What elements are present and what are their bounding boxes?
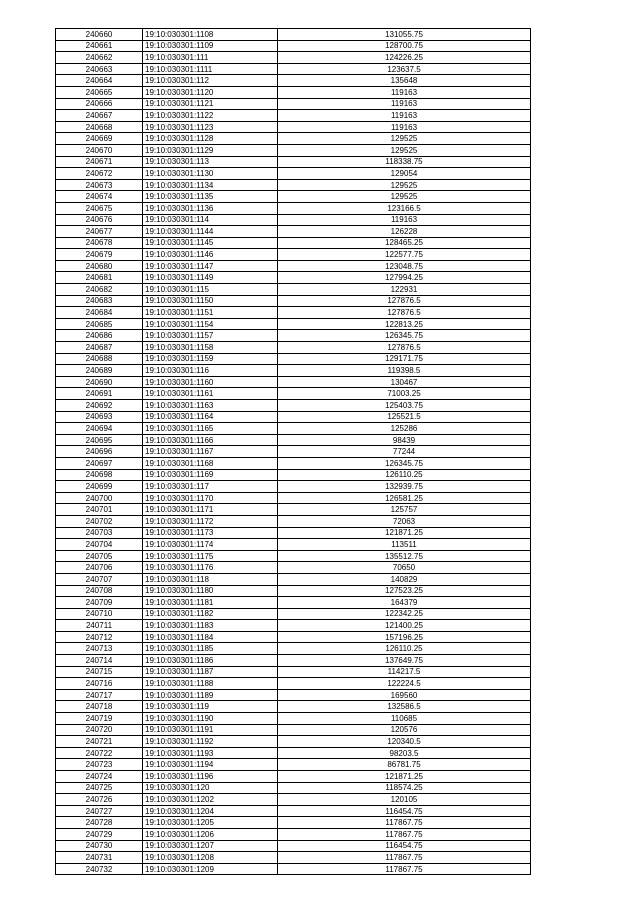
value-cell: 125521.5 [278, 411, 531, 423]
value-cell: 125403.75 [278, 400, 531, 412]
table-row [56, 643, 531, 655]
value-cell: 118338.75 [278, 156, 531, 168]
value-cell: 121871.25 [278, 527, 531, 539]
cadastral-number-cell: 19:10:030301:1207 [143, 840, 278, 852]
row-id-cell: 240723 [56, 759, 143, 771]
cadastral-number-cell: 19:10:030301:1128 [143, 133, 278, 145]
table-row [56, 527, 531, 539]
value-cell: 127876.5 [278, 342, 531, 354]
value-cell: 126345.75 [278, 457, 531, 469]
table-row [56, 504, 531, 516]
value-cell: 120576 [278, 724, 531, 736]
row-id-cell: 240674 [56, 191, 143, 203]
value-cell: 125757 [278, 504, 531, 516]
value-cell: 72063 [278, 515, 531, 527]
cadastral-number-cell: 19:10:030301:1134 [143, 179, 278, 191]
row-id-cell: 240673 [56, 179, 143, 191]
row-id-cell: 240663 [56, 63, 143, 75]
row-id-cell: 240729 [56, 828, 143, 840]
cadastral-number-cell: 19:10:030301:1206 [143, 828, 278, 840]
table-row [56, 724, 531, 736]
cadastral-number-cell: 19:10:030301:1202 [143, 794, 278, 806]
row-id-cell: 240684 [56, 307, 143, 319]
cadastral-number-cell: 19:10:030301:1171 [143, 504, 278, 516]
row-id-cell: 240672 [56, 168, 143, 180]
row-id-cell: 240675 [56, 202, 143, 214]
cadastral-number-cell: 19:10:030301:1185 [143, 643, 278, 655]
row-id-cell: 240698 [56, 469, 143, 481]
row-id-cell: 240668 [56, 121, 143, 133]
value-cell: 125286 [278, 423, 531, 435]
row-id-cell: 240725 [56, 782, 143, 794]
value-cell: 123048.75 [278, 260, 531, 272]
cadastral-number-cell: 19:10:030301:1188 [143, 678, 278, 690]
row-id-cell: 240697 [56, 457, 143, 469]
row-id-cell: 240716 [56, 678, 143, 690]
table-row [56, 226, 531, 238]
table-row [56, 805, 531, 817]
value-cell: 121400.25 [278, 620, 531, 632]
cadastral-number-cell: 19:10:030301:1174 [143, 539, 278, 551]
table-row [56, 272, 531, 284]
row-id-cell: 240706 [56, 562, 143, 574]
value-cell: 127876.5 [278, 307, 531, 319]
table-row [56, 365, 531, 377]
row-id-cell: 240705 [56, 550, 143, 562]
value-cell: 123166.5 [278, 202, 531, 214]
cadastral-number-cell: 19:10:030301:1135 [143, 191, 278, 203]
cadastral-number-cell: 19:10:030301:1163 [143, 400, 278, 412]
value-cell: 123637.5 [278, 63, 531, 75]
cadastral-number-cell: 19:10:030301:1196 [143, 771, 278, 783]
cadastral-number-cell: 19:10:030301:115 [143, 284, 278, 296]
cadastral-number-cell: 19:10:030301:1154 [143, 318, 278, 330]
cadastral-number-cell: 19:10:030301:1181 [143, 597, 278, 609]
value-cell: 140829 [278, 573, 531, 585]
table-row [56, 307, 531, 319]
table-row [56, 110, 531, 122]
value-cell: 129525 [278, 191, 531, 203]
row-id-cell: 240690 [56, 376, 143, 388]
cadastral-number-cell: 19:10:030301:1209 [143, 863, 278, 875]
value-cell: 113511 [278, 539, 531, 551]
table-row [56, 852, 531, 864]
cadastral-number-cell: 19:10:030301:1204 [143, 805, 278, 817]
table-body [56, 29, 531, 875]
cadastral-number-cell: 19:10:030301:1175 [143, 550, 278, 562]
value-cell: 120340.5 [278, 736, 531, 748]
row-id-cell: 240687 [56, 342, 143, 354]
value-cell: 128465.25 [278, 237, 531, 249]
table-row [56, 701, 531, 713]
table-row [56, 52, 531, 64]
value-cell: 98439 [278, 434, 531, 446]
value-cell: 119163 [278, 121, 531, 133]
cadastral-number-cell: 19:10:030301:1146 [143, 249, 278, 261]
cadastral-number-cell: 19:10:030301:1145 [143, 237, 278, 249]
row-id-cell: 240703 [56, 527, 143, 539]
table-row [56, 295, 531, 307]
row-id-cell: 240695 [56, 434, 143, 446]
cadastral-number-cell: 19:10:030301:1121 [143, 98, 278, 110]
table-row [56, 86, 531, 98]
table-row [56, 771, 531, 783]
value-cell: 135648 [278, 75, 531, 87]
row-id-cell: 240726 [56, 794, 143, 806]
table-row [56, 133, 531, 145]
table-row [56, 817, 531, 829]
table-row [56, 515, 531, 527]
cadastral-number-cell: 19:10:030301:1168 [143, 457, 278, 469]
table-row [56, 863, 531, 875]
cadastral-number-cell: 19:10:030301:1111 [143, 63, 278, 75]
table-row [56, 585, 531, 597]
table-row [56, 713, 531, 725]
value-cell: 157196.25 [278, 631, 531, 643]
row-id-cell: 240679 [56, 249, 143, 261]
cadastral-number-cell: 19:10:030301:1183 [143, 620, 278, 632]
cadastral-number-cell: 19:10:030301:1194 [143, 759, 278, 771]
row-id-cell: 240670 [56, 144, 143, 156]
value-cell: 129525 [278, 133, 531, 145]
table-row [56, 284, 531, 296]
value-cell: 116454.75 [278, 840, 531, 852]
row-id-cell: 240689 [56, 365, 143, 377]
value-cell: 122224.5 [278, 678, 531, 690]
cadastral-number-cell: 19:10:030301:1129 [143, 144, 278, 156]
table-row [56, 608, 531, 620]
value-cell: 77244 [278, 446, 531, 458]
value-cell: 137649.75 [278, 655, 531, 667]
cadastral-number-cell: 19:10:030301:1169 [143, 469, 278, 481]
cadastral-number-cell: 19:10:030301:1205 [143, 817, 278, 829]
row-id-cell: 240712 [56, 631, 143, 643]
cadastral-number-cell: 19:10:030301:1109 [143, 40, 278, 52]
value-cell: 129525 [278, 179, 531, 191]
row-id-cell: 240669 [56, 133, 143, 145]
row-id-cell: 240717 [56, 689, 143, 701]
cadastral-number-cell: 19:10:030301:1167 [143, 446, 278, 458]
row-id-cell: 240671 [56, 156, 143, 168]
value-cell: 127994.25 [278, 272, 531, 284]
value-cell: 119398.5 [278, 365, 531, 377]
cadastral-number-cell: 19:10:030301:1136 [143, 202, 278, 214]
row-id-cell: 240728 [56, 817, 143, 829]
table-row [56, 353, 531, 365]
row-id-cell: 240696 [56, 446, 143, 458]
value-cell: 129171.75 [278, 353, 531, 365]
cadastral-number-cell: 19:10:030301:112 [143, 75, 278, 87]
table-row [56, 620, 531, 632]
table-row [56, 446, 531, 458]
cadastral-number-cell: 19:10:030301:120 [143, 782, 278, 794]
value-cell: 116454.75 [278, 805, 531, 817]
row-id-cell: 240732 [56, 863, 143, 875]
row-id-cell: 240683 [56, 295, 143, 307]
row-id-cell: 240662 [56, 52, 143, 64]
row-id-cell: 240727 [56, 805, 143, 817]
data-table [55, 28, 531, 875]
table-row [56, 434, 531, 446]
row-id-cell: 240660 [56, 29, 143, 41]
row-id-cell: 240664 [56, 75, 143, 87]
value-cell: 128700.75 [278, 40, 531, 52]
table-row [56, 469, 531, 481]
table-row [56, 736, 531, 748]
table-row [56, 214, 531, 226]
table-row [56, 191, 531, 203]
row-id-cell: 240667 [56, 110, 143, 122]
value-cell: 121871.25 [278, 771, 531, 783]
table-row [56, 840, 531, 852]
value-cell: 132586.5 [278, 701, 531, 713]
value-cell: 98203.5 [278, 747, 531, 759]
table-row [56, 573, 531, 585]
row-id-cell: 240730 [56, 840, 143, 852]
cadastral-number-cell: 19:10:030301:1158 [143, 342, 278, 354]
table-row [56, 481, 531, 493]
table-row [56, 202, 531, 214]
cadastral-number-cell: 19:10:030301:117 [143, 481, 278, 493]
cadastral-number-cell: 19:10:030301:1182 [143, 608, 278, 620]
table-row [56, 156, 531, 168]
table-row [56, 794, 531, 806]
cadastral-number-cell: 19:10:030301:1151 [143, 307, 278, 319]
table-row [56, 29, 531, 41]
value-cell: 110685 [278, 713, 531, 725]
value-cell: 117867.75 [278, 863, 531, 875]
value-cell: 131055.75 [278, 29, 531, 41]
table-row [56, 678, 531, 690]
cadastral-number-cell: 19:10:030301:1191 [143, 724, 278, 736]
table-row [56, 237, 531, 249]
row-id-cell: 240666 [56, 98, 143, 110]
row-id-cell: 240701 [56, 504, 143, 516]
table-row [56, 562, 531, 574]
cadastral-number-cell: 19:10:030301:111 [143, 52, 278, 64]
cadastral-number-cell: 19:10:030301:1176 [143, 562, 278, 574]
table-row [56, 655, 531, 667]
value-cell: 127523.25 [278, 585, 531, 597]
cadastral-number-cell: 19:10:030301:1160 [143, 376, 278, 388]
cadastral-number-cell: 19:10:030301:1170 [143, 492, 278, 504]
value-cell: 126110.25 [278, 643, 531, 655]
table-row [56, 457, 531, 469]
table-row [56, 666, 531, 678]
table-row [56, 144, 531, 156]
table-row [56, 492, 531, 504]
row-id-cell: 240681 [56, 272, 143, 284]
value-cell: 117867.75 [278, 852, 531, 864]
cadastral-number-cell: 19:10:030301:1184 [143, 631, 278, 643]
row-id-cell: 240700 [56, 492, 143, 504]
table-row [56, 98, 531, 110]
table-row [56, 689, 531, 701]
value-cell: 132939.75 [278, 481, 531, 493]
table-row [56, 249, 531, 261]
value-cell: 127876.5 [278, 295, 531, 307]
value-cell: 126345.75 [278, 330, 531, 342]
value-cell: 114217.5 [278, 666, 531, 678]
value-cell: 122931 [278, 284, 531, 296]
cadastral-number-cell: 19:10:030301:1122 [143, 110, 278, 122]
value-cell: 130467 [278, 376, 531, 388]
table-row [56, 411, 531, 423]
row-id-cell: 240721 [56, 736, 143, 748]
value-cell: 129525 [278, 144, 531, 156]
cadastral-number-cell: 19:10:030301:1120 [143, 86, 278, 98]
cadastral-number-cell: 19:10:030301:1161 [143, 388, 278, 400]
row-id-cell: 240685 [56, 318, 143, 330]
table-row [56, 759, 531, 771]
value-cell: 119163 [278, 110, 531, 122]
cadastral-number-cell: 19:10:030301:1173 [143, 527, 278, 539]
value-cell: 126581.25 [278, 492, 531, 504]
row-id-cell: 240688 [56, 353, 143, 365]
table-row [56, 179, 531, 191]
row-id-cell: 240710 [56, 608, 143, 620]
cadastral-number-cell: 19:10:030301:1157 [143, 330, 278, 342]
row-id-cell: 240682 [56, 284, 143, 296]
row-id-cell: 240704 [56, 539, 143, 551]
value-cell: 119163 [278, 86, 531, 98]
cadastral-number-cell: 19:10:030301:1190 [143, 713, 278, 725]
table-row [56, 631, 531, 643]
cadastral-number-cell: 19:10:030301:1186 [143, 655, 278, 667]
value-cell: 129054 [278, 168, 531, 180]
value-cell: 120105 [278, 794, 531, 806]
row-id-cell: 240731 [56, 852, 143, 864]
value-cell: 117867.75 [278, 828, 531, 840]
cadastral-number-cell: 19:10:030301:1130 [143, 168, 278, 180]
cadastral-number-cell: 19:10:030301:114 [143, 214, 278, 226]
cadastral-number-cell: 19:10:030301:1208 [143, 852, 278, 864]
cadastral-number-cell: 19:10:030301:1189 [143, 689, 278, 701]
row-id-cell: 240722 [56, 747, 143, 759]
row-id-cell: 240692 [56, 400, 143, 412]
cadastral-number-cell: 19:10:030301:1172 [143, 515, 278, 527]
cadastral-number-cell: 19:10:030301:1144 [143, 226, 278, 238]
value-cell: 119163 [278, 214, 531, 226]
cadastral-number-cell: 19:10:030301:1149 [143, 272, 278, 284]
cadastral-number-cell: 19:10:030301:1166 [143, 434, 278, 446]
value-cell: 135512.75 [278, 550, 531, 562]
table-row [56, 342, 531, 354]
cadastral-number-cell: 19:10:030301:1180 [143, 585, 278, 597]
table-row [56, 168, 531, 180]
cadastral-number-cell: 19:10:030301:1165 [143, 423, 278, 435]
table-row [56, 550, 531, 562]
table-row [56, 260, 531, 272]
value-cell: 118574.25 [278, 782, 531, 794]
table-row [56, 747, 531, 759]
table-row [56, 388, 531, 400]
value-cell: 122577.75 [278, 249, 531, 261]
value-cell: 86781.75 [278, 759, 531, 771]
table-row [56, 400, 531, 412]
table-row [56, 75, 531, 87]
cadastral-number-cell: 19:10:030301:1150 [143, 295, 278, 307]
row-id-cell: 240694 [56, 423, 143, 435]
row-id-cell: 240676 [56, 214, 143, 226]
value-cell: 126110.25 [278, 469, 531, 481]
row-id-cell: 240677 [56, 226, 143, 238]
row-id-cell: 240691 [56, 388, 143, 400]
cadastral-number-cell: 19:10:030301:1108 [143, 29, 278, 41]
value-cell: 122813.25 [278, 318, 531, 330]
cadastral-number-cell: 19:10:030301:116 [143, 365, 278, 377]
table-row [56, 423, 531, 435]
row-id-cell: 240714 [56, 655, 143, 667]
value-cell: 126228 [278, 226, 531, 238]
table-row [56, 828, 531, 840]
row-id-cell: 240708 [56, 585, 143, 597]
cadastral-number-cell: 19:10:030301:1147 [143, 260, 278, 272]
row-id-cell: 240665 [56, 86, 143, 98]
cadastral-number-cell: 19:10:030301:1123 [143, 121, 278, 133]
value-cell: 119163 [278, 98, 531, 110]
value-cell: 122342.25 [278, 608, 531, 620]
row-id-cell: 240678 [56, 237, 143, 249]
cadastral-number-cell: 19:10:030301:118 [143, 573, 278, 585]
cadastral-number-cell: 19:10:030301:1187 [143, 666, 278, 678]
table-row [56, 40, 531, 52]
cadastral-number-cell: 19:10:030301:119 [143, 701, 278, 713]
cadastral-number-cell: 19:10:030301:113 [143, 156, 278, 168]
value-cell: 124226.25 [278, 52, 531, 64]
table-row [56, 318, 531, 330]
row-id-cell: 240715 [56, 666, 143, 678]
value-cell: 164379 [278, 597, 531, 609]
cadastral-number-cell: 19:10:030301:1193 [143, 747, 278, 759]
row-id-cell: 240686 [56, 330, 143, 342]
row-id-cell: 240702 [56, 515, 143, 527]
table-row [56, 782, 531, 794]
row-id-cell: 240699 [56, 481, 143, 493]
row-id-cell: 240713 [56, 643, 143, 655]
cadastral-number-cell: 19:10:030301:1164 [143, 411, 278, 423]
value-cell: 70650 [278, 562, 531, 574]
row-id-cell: 240709 [56, 597, 143, 609]
row-id-cell: 240724 [56, 771, 143, 783]
table-row [56, 376, 531, 388]
table-row [56, 121, 531, 133]
row-id-cell: 240720 [56, 724, 143, 736]
table-row [56, 63, 531, 75]
row-id-cell: 240680 [56, 260, 143, 272]
row-id-cell: 240707 [56, 573, 143, 585]
cadastral-number-cell: 19:10:030301:1192 [143, 736, 278, 748]
value-cell: 169560 [278, 689, 531, 701]
row-id-cell: 240693 [56, 411, 143, 423]
table-row [56, 330, 531, 342]
row-id-cell: 240718 [56, 701, 143, 713]
table-row [56, 597, 531, 609]
row-id-cell: 240719 [56, 713, 143, 725]
value-cell: 71003.25 [278, 388, 531, 400]
row-id-cell: 240661 [56, 40, 143, 52]
value-cell: 117867.75 [278, 817, 531, 829]
cadastral-number-cell: 19:10:030301:1159 [143, 353, 278, 365]
table-row [56, 539, 531, 551]
row-id-cell: 240711 [56, 620, 143, 632]
